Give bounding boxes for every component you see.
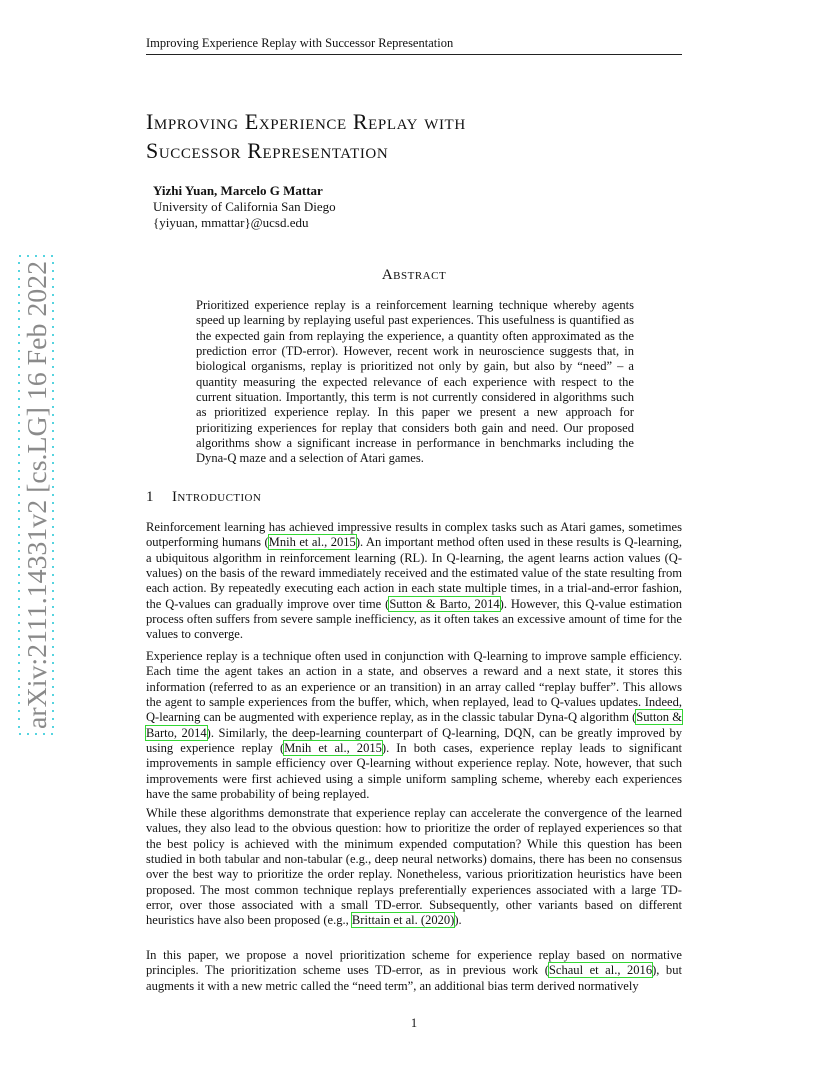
running-head: Improving Experience Replay with Successor Representation	[146, 36, 682, 55]
author-block	[153, 183, 336, 231]
paragraph-text: ). In both cases, experience replay leads to significant improvements in sample efficiency over Q-learning without experience replay. Note, however, that such improvements were first achieved using a simple uniform sampling scheme, whereby each experiences have the same probability of being replayed.	[146, 741, 682, 802]
citation-link[interactable]: Mnih et al., 2015	[284, 741, 382, 756]
abstract-heading: Abstract	[381, 267, 447, 283]
paragraph-text: Experience replay is a technique often used in conjunction with Q-learning to improve sample efficiency. Each time the agent takes an action in a state, and observes a reward and a next state, it stores this information (referred to as an experience or an transition) in an array called “replay buffer”. This allows the agent to sample experiences from the buffer, which, when replayed, lead to Q-values updates. Indeed, Q-learning can be augmented with experience replay, as in the classic tabular Dyna-Q algorithm (	[146, 649, 682, 725]
page-number: 1	[410, 1016, 418, 1030]
author-names: Yizhi Yuan, Marcelo G Mattar	[153, 183, 323, 198]
body-paragraph	[146, 649, 682, 802]
body-paragraph	[146, 520, 682, 643]
body-paragraph	[146, 806, 682, 929]
body-paragraph	[146, 948, 682, 994]
author-affiliation: University of California San Diego	[153, 199, 336, 214]
paragraph-text: ). An important method often used in these results is Q-learning, a ubiquitous algorithm in reinforcement learning (RL). In Q-learning, the agent learns action values (Q-values) on the basis of the reward immediately received and the estimated value of the state resulting from each action. By repeatedly executing each action in each state multiple times, in a trial-and-error fashion, the Q-values can gradually improve over time (	[146, 535, 683, 611]
citation-link[interactable]: Schaul et al., 2016	[548, 963, 653, 978]
abstract-text: Prioritized experience replay is a reinforcement learning technique whereby agents speed up learning by replaying useful past experiences. This usefulness is quantified as the expected gain from replaying the experience, a quantity often approximated as the prediction error (TD-error). However, recent work in neuroscience suggests that, in biological organisms, replay is prioritized not only by gain, but also by “need” – a quantity measuring the expected relevance of each experience with respect to the current situation. Importantly, this term is not currently considered in algorithms such as prioritized experience replay. In this paper we present a new approach for prioritizing experiences for replay that considers both gain and need. Our proposed algorithms show a significant increase in performance in benchmarks including the Dyna-Q maze and a selection of Atari games.	[196, 298, 634, 466]
paragraph-text: ), but augments it with a new metric called the “need term”, an additional bias term derived normatively	[146, 963, 682, 993]
title-line-1: Improving Experience Replay with	[146, 109, 466, 134]
paragraph-text: ).	[454, 913, 462, 928]
paragraph-text: In this paper, we propose a novel prioritization scheme for experience replay based on normative principles. The prioritization scheme uses TD-error, as in previous work (	[146, 948, 682, 978]
section-number: 1	[146, 489, 154, 505]
citation-link[interactable]: Mnih et al., 2015	[268, 535, 356, 550]
paragraph-text: While these algorithms demonstrate that experience replay can accelerate the convergence of the learned values, they also lead to the obvious question: how to prioritize the order of replayed experiences so that the best policy is achieved with the minimum expended computation? While this question has been studied in both tabular and non-tabular (e.g., deep neural networks) domains, there has been no consensus over the best way to prioritize the order replay. Nonetheless, various prioritization heuristics have been proposed. The most common technique replays preferentially experiences associated with a large TD-error, over those associated with a small TD-error. Subsequently, other variants based on different heuristics have also been proposed (e.g.,	[146, 806, 682, 928]
paragraph-text: ). Similarly, the deep-learning counterpart of Q-learning, DQN, can be greatly improved by using experience replay (	[146, 725, 682, 756]
citation-link[interactable]: Brittain et al. (2020)	[351, 913, 455, 928]
title-line-2: Successor Representation	[146, 138, 389, 163]
section-title: Introduction	[172, 489, 262, 505]
paper-title	[146, 107, 706, 165]
citation-link[interactable]: Sutton & Barto, 2014	[146, 710, 682, 740]
citation-link[interactable]: Sutton & Barto, 2014	[389, 596, 500, 611]
paragraph-text: Reinforcement learning has achieved impressive results in complex tasks such as Atari games, sometimes outperforming humans (	[146, 520, 682, 550]
author-email: {yiyuan, mmattar}@ucsd.edu	[153, 215, 309, 230]
section-heading	[146, 489, 261, 506]
paragraph-text: ). However, this Q-value estimation process often suffers from severe sample inefficiency, as it often takes an excessive amount of time for the values to converge.	[146, 596, 682, 642]
arxiv-stamp[interactable]	[18, 255, 54, 735]
arxiv-stamp-text: arXiv:2111.14331v2 [cs.LG] 16 Feb 2022	[22, 275, 52, 729]
